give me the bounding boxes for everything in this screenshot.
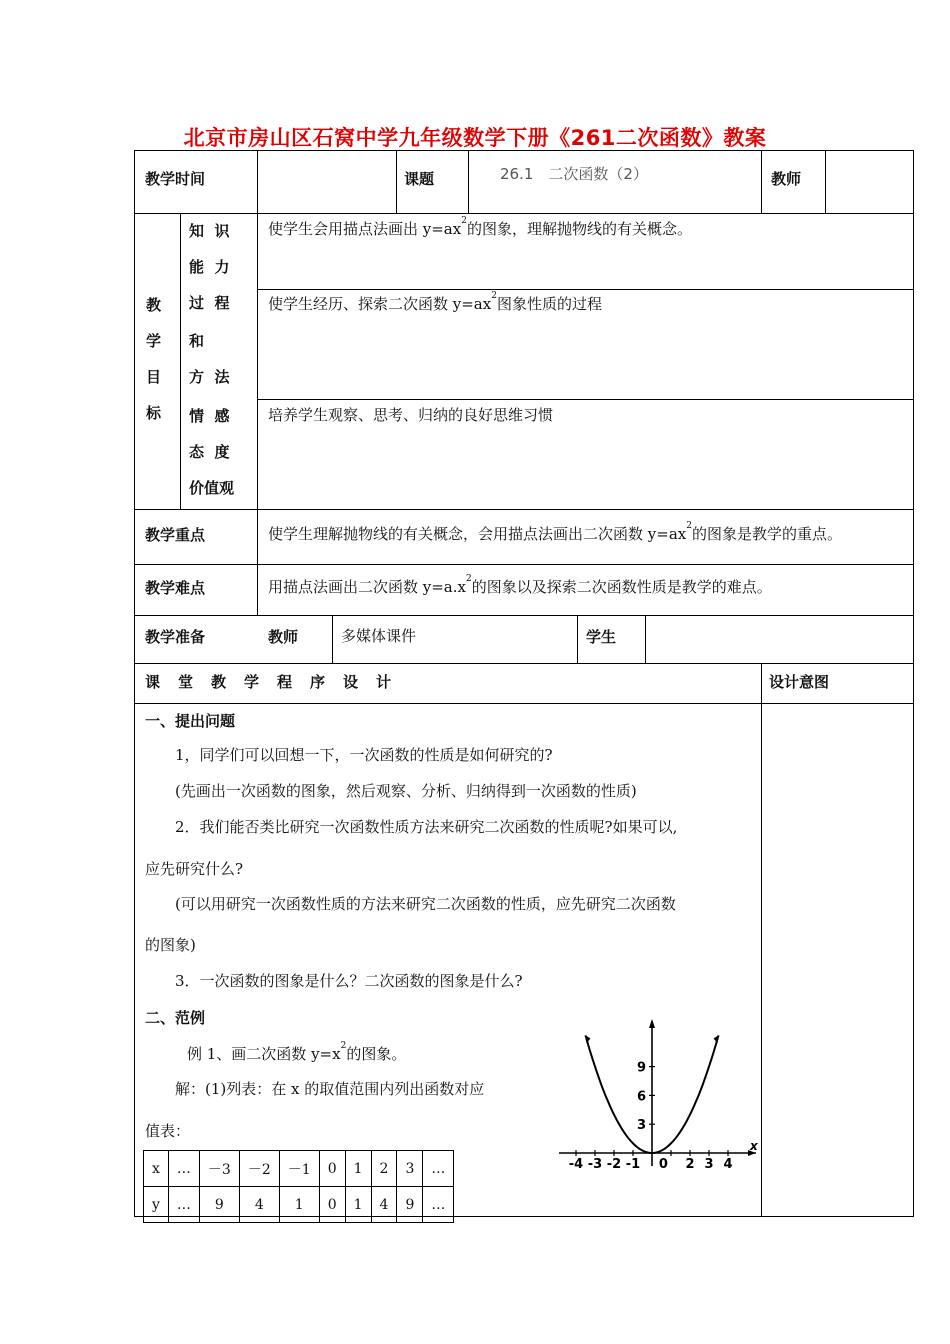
preparation-label: 教学准备: [145, 628, 206, 646]
table-cell: 2: [371, 1151, 397, 1187]
teaching-time-label: 教学时间: [145, 170, 206, 188]
process-text: 使学生经历、探索二次函数 $y=ax^2$图象性质的过程: [268, 291, 602, 313]
table-cell: …: [168, 1151, 199, 1187]
process-label-2: 和: [189, 332, 205, 350]
prep-teacher-value: 多媒体课件: [341, 627, 417, 645]
design-intent-header: 设计意图: [769, 673, 830, 691]
prep-teacher-label: 教师: [268, 628, 299, 646]
solution-text-cont: 值表：: [145, 1122, 191, 1140]
emotion-label-1: 情 感: [189, 407, 230, 425]
process-label-1: 过 程: [189, 294, 230, 312]
table-cell: 0: [319, 1187, 345, 1223]
table-cell: x: [144, 1151, 169, 1187]
x-axis-label: x: [750, 1139, 758, 1153]
table-cell: －2: [239, 1151, 279, 1187]
teacher-label: 教师: [771, 170, 802, 188]
table-cell: 4: [239, 1187, 279, 1223]
x-tick-label: -4: [568, 1157, 584, 1170]
process-label-3: 方 法: [189, 368, 230, 386]
table-cell: 1: [345, 1151, 371, 1187]
x-tick-label: -3: [587, 1157, 603, 1170]
y-tick-label: 9: [636, 1060, 646, 1076]
question-2-cont: 应先研究什么?: [145, 860, 244, 878]
key-point-label: 教学重点: [145, 526, 206, 544]
key-point-text: 使学生理解抛物线的有关概念，会用描点法画出二次函数 $y=ax^2$的图象是教学的重点。: [268, 521, 842, 543]
value-table: [143, 1150, 454, 1223]
y-row: [144, 1187, 454, 1223]
parabola-graph: [555, 1015, 760, 1170]
section-1-heading: 一、提出问题: [145, 712, 236, 730]
objectives-label-3: 目: [146, 368, 162, 386]
document-title: 北京市房山区石窝中学九年级数学下册《261二次函数》教案: [183, 126, 767, 150]
knowledge-label-2: 能 力: [189, 258, 230, 276]
example-1: 例 1、画二次函数 $y=x^2$的图象。: [187, 1041, 407, 1063]
topic-label: 课题: [404, 170, 435, 188]
table-cell: 3: [397, 1151, 423, 1187]
table-cell: …: [423, 1187, 454, 1223]
x-tick-label: 2: [685, 1157, 695, 1170]
table-cell: 0: [319, 1151, 345, 1187]
procedure-header: 课堂教学程序设计: [145, 673, 410, 691]
table-cell: －3: [199, 1151, 239, 1187]
emotion-text: 培养学生观察、思考、归纳的良好思维习惯: [268, 406, 554, 424]
table-cell: …: [423, 1151, 454, 1187]
table-cell: 4: [371, 1187, 397, 1223]
knowledge-text: 使学生会用描点法画出 $y=ax^2$的图象，理解抛物线的有关概念。: [268, 216, 692, 238]
table-cell: 1: [345, 1187, 371, 1223]
x-tick-label: 4: [723, 1157, 733, 1170]
table-cell: 9: [397, 1187, 423, 1223]
x-tick-label: -2: [606, 1157, 622, 1170]
emotion-label-2: 态 度: [189, 443, 230, 461]
question-3: 3．一次函数的图象是什么？二次函数的图象是什么?: [175, 972, 523, 990]
x-tick-label: -1: [625, 1157, 641, 1170]
table-cell: －1: [279, 1151, 319, 1187]
difficulty-text: 用描点法画出二次函数 $y=a.x^2$的图象以及探索二次函数性质是教学的难点。: [268, 574, 772, 596]
question-1: 1，同学们可以回想一下，一次函数的性质是如何研究的?: [175, 746, 553, 764]
section-2-heading: 二、范例: [145, 1009, 206, 1027]
objectives-label-2: 学: [146, 332, 162, 350]
knowledge-label-1: 知 识: [189, 222, 230, 240]
topic-value: 26.1 二次函数（2）: [500, 165, 648, 183]
x-row: [144, 1151, 454, 1187]
x-tick-label: 0: [658, 1157, 668, 1170]
answer-2: (可以用研究一次函数性质的方法来研究二次函数的性质，应先研究二次函数: [175, 895, 676, 913]
solution-text: 解：(1)列表：在 x 的取值范围内列出函数对应: [175, 1080, 485, 1098]
table-cell: 1: [279, 1187, 319, 1223]
answer-2-cont: 的图象): [145, 936, 196, 954]
question-2: 2．我们能否类比研究一次函数性质方法来研究二次函数的性质呢?如果可以,: [175, 818, 678, 836]
table-cell: …: [168, 1187, 199, 1223]
y-tick-label: 3: [636, 1118, 646, 1134]
objectives-label-1: 教: [146, 296, 162, 314]
prep-student-label: 学生: [586, 628, 617, 646]
y-axis-arrow: [649, 1019, 655, 1028]
emotion-label-3: 价值观: [189, 479, 235, 497]
x-tick-label: 3: [704, 1157, 714, 1170]
y-tick-label: 6: [636, 1089, 646, 1105]
answer-1: (先画出一次函数的图象，然后观察、分析、归纳得到一次函数的性质): [175, 782, 637, 800]
objectives-label-4: 标: [146, 404, 162, 422]
difficulty-label: 教学难点: [145, 579, 206, 597]
table-cell: 9: [199, 1187, 239, 1223]
table-cell: y: [144, 1187, 169, 1223]
